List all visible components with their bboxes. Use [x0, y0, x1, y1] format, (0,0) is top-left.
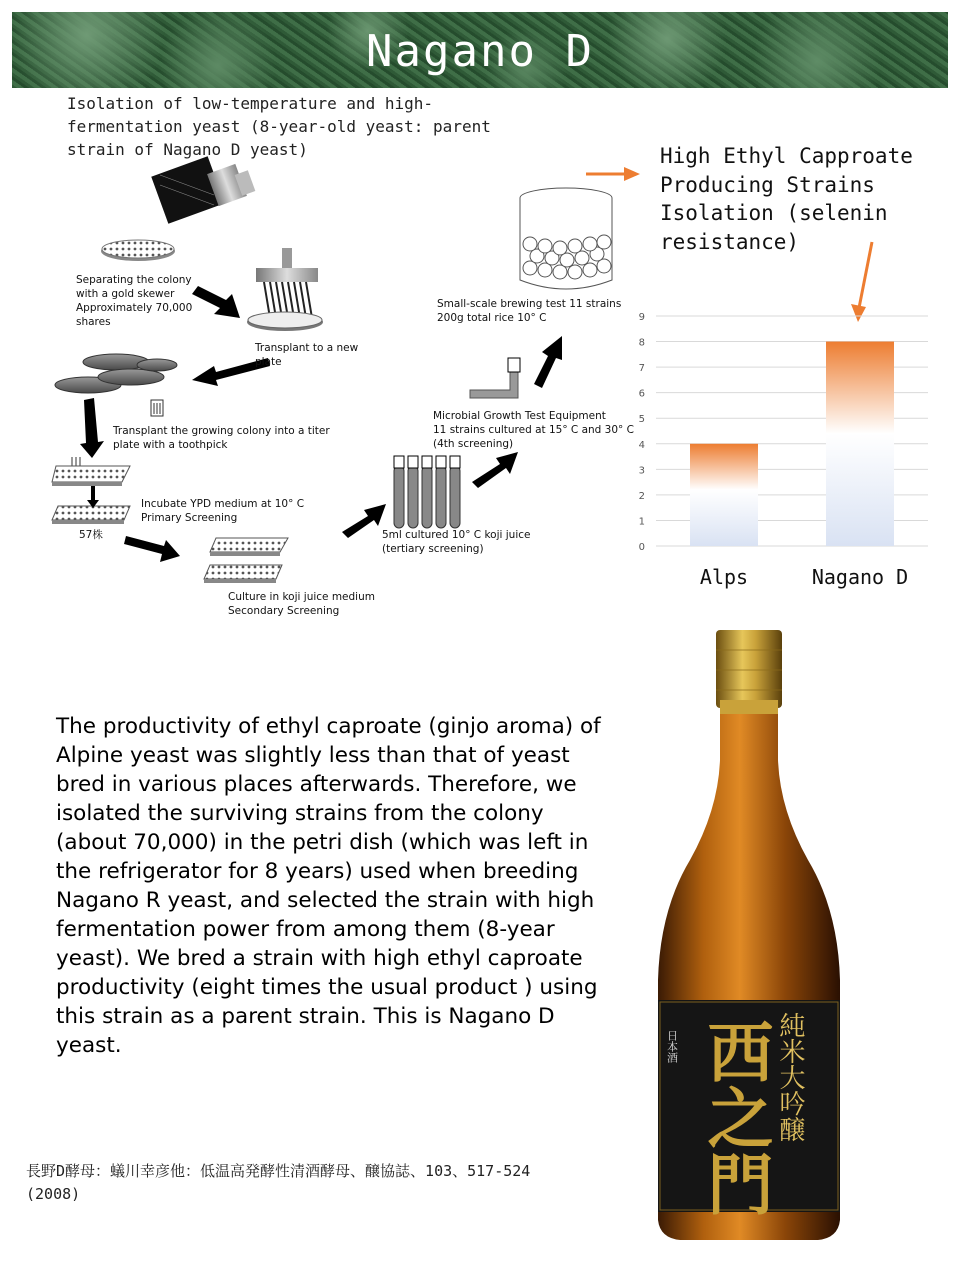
y-tick-label: 2 [638, 490, 645, 502]
step-brewing-label: Small-scale brewing test 11 strains 200g total rice 10° C [437, 298, 622, 324]
step-growth-test-label: Microbial Growth Test Equipment 11 strains cultured at 15° C and 30° C (4th screening) [433, 410, 634, 450]
reference-citation: 長野D酵母：蟻川幸彦他：低温高発酵性清酒酵母、醸協誌、103、517-524 (2008) [26, 1162, 531, 1203]
label-small-text: 日本酒 [665, 1030, 679, 1063]
x-tick-label: Alps [699, 565, 749, 589]
chart-heading: High Ethyl Capproate Producing Strains Isolation (selenin resistance) [660, 144, 913, 254]
y-tick-label: 7 [638, 363, 645, 375]
step-secondary-label: Culture in koji juice medium Secondary Screening [228, 591, 375, 617]
y-tick-label: 9 [638, 312, 645, 323]
y-tick-label: 4 [638, 439, 645, 451]
y-tick-label: 6 [638, 388, 645, 400]
description-text: The productivity of ethyl caproate (ginjo aroma) of Alpine yeast was slightly less than that of yeast bred in various places afterwards. Therefore, we isolated the surviving strains from the colony (about 70,000) in the petri dish (which was left in the refrigerator for 8 years) used when breeding Nagano R yeast, and selected the strain with high fermentation power from among them (8-year yeast). We bred a strain with high ethyl caproate productivity (eight times the usual product ) using this strain as a parent strain. This is Nagano D yeast. [56, 714, 601, 1058]
label-brand-text: 西之門 [696, 1018, 774, 1216]
page-title: Nagano D [366, 26, 594, 77]
strain-count-label: 57株 [79, 529, 103, 541]
step-transplant-label: Transplant to a new plate [255, 342, 359, 368]
step-separate-label: Separating the colony with a gold skewer Approximately 70,000 shares [76, 274, 193, 328]
y-tick-label: 8 [638, 337, 645, 349]
step-tertiary-label: 5ml cultured 10° C koji juice (tertiary screening) [382, 529, 531, 555]
intro-text: Isolation of low-temperature and high-fermentation yeast (8-year-old yeast: parent strain of Nagano D yeast) [67, 94, 491, 159]
step-primary-label: Incubate YPD medium at 10° C Primary Screening [141, 498, 305, 524]
y-tick-label: 5 [638, 414, 645, 426]
y-tick-label: 1 [638, 516, 645, 528]
y-tick-label: 0 [638, 542, 645, 553]
x-tick-label: Nagano D [811, 565, 909, 589]
step-toothpick-label: Transplant the growing colony into a titer plate with a toothpick [113, 425, 330, 451]
label-grade-text: 純米大吟醸 [775, 1012, 805, 1142]
bottle-cap [716, 630, 782, 708]
y-tick-label: 3 [638, 465, 645, 477]
